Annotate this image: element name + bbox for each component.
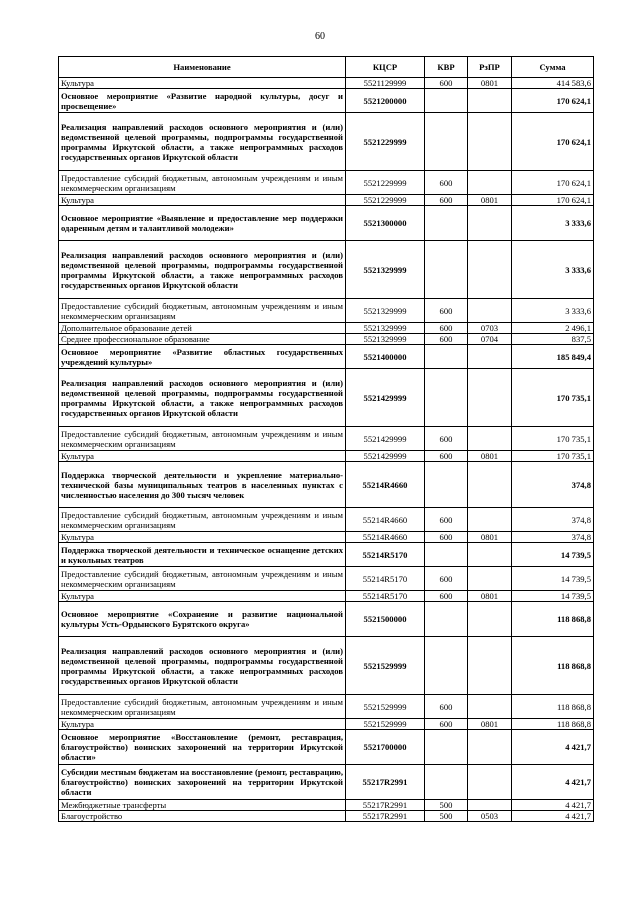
table-row <box>59 602 594 637</box>
cell-sum: 4 421,7 <box>512 730 594 765</box>
cell-kvr <box>425 543 468 567</box>
cell-name: Реализация направлений расходов основного мероприятия и (или) ведомственной целевой программы, подпрограммы государственной программы Иркутской области, а также непрограммных расходов государственных органов Иркутской области <box>59 113 346 171</box>
cell-rzpr: 0801 <box>468 532 512 543</box>
cell-sum: 374,8 <box>512 508 594 532</box>
cell-kvr <box>425 206 468 241</box>
table-row <box>59 241 594 299</box>
cell-rzpr <box>468 241 512 299</box>
cell-kcsr: 5521529999 <box>346 695 425 719</box>
cell-rzpr <box>468 89 512 113</box>
cell-rzpr <box>468 369 512 427</box>
cell-rzpr: 0703 <box>468 323 512 334</box>
table-row <box>59 637 594 695</box>
page-number: 60 <box>315 31 325 42</box>
cell-name: Предоставление субсидий бюджетным, автономным учреждениям и иным некоммерческим организациям <box>59 695 346 719</box>
cell-rzpr: 0801 <box>468 78 512 89</box>
cell-name: Поддержка творческой деятельности и укрепление материально-технической базы муниципальных театров в населенных пунктах с численностью населения до 300 тысяч человек <box>59 462 346 508</box>
cell-kvr: 600 <box>425 299 468 323</box>
cell-kvr <box>425 462 468 508</box>
column-header-sum: Сумма <box>512 57 594 78</box>
cell-name: Культура <box>59 591 346 602</box>
cell-name: Основное мероприятие «Сохранение и развитие национальной культуры Усть-Ордынского Бурятского округа» <box>59 602 346 637</box>
cell-kcsr: 5521200000 <box>346 89 425 113</box>
cell-name: Поддержка творческой деятельности и техническое оснащение детских и кукольных театров <box>59 543 346 567</box>
table-row <box>59 811 594 822</box>
table-row <box>59 345 594 369</box>
cell-kcsr: 55217R2991 <box>346 765 425 800</box>
cell-rzpr <box>468 730 512 765</box>
cell-kcsr: 5521329999 <box>346 241 425 299</box>
cell-sum: 170 624,1 <box>512 89 594 113</box>
cell-name: Межбюджетные трансферты <box>59 800 346 811</box>
cell-rzpr <box>468 113 512 171</box>
cell-name: Культура <box>59 78 346 89</box>
cell-sum: 185 849,4 <box>512 345 594 369</box>
cell-rzpr: 0503 <box>468 811 512 822</box>
cell-sum: 4 421,7 <box>512 811 594 822</box>
cell-kcsr: 5521229999 <box>346 195 425 206</box>
cell-sum: 118 868,8 <box>512 719 594 730</box>
cell-rzpr: 0801 <box>468 719 512 730</box>
cell-kvr: 600 <box>425 451 468 462</box>
cell-name: Культура <box>59 195 346 206</box>
cell-rzpr <box>468 345 512 369</box>
cell-kvr <box>425 730 468 765</box>
budget-table <box>58 56 594 822</box>
cell-kcsr: 55214R5170 <box>346 543 425 567</box>
cell-kvr <box>425 113 468 171</box>
cell-sum: 2 496,1 <box>512 323 594 334</box>
cell-rzpr: 0801 <box>468 451 512 462</box>
cell-name: Культура <box>59 532 346 543</box>
cell-kvr <box>425 241 468 299</box>
table-row <box>59 543 594 567</box>
table-row <box>59 567 594 591</box>
table-row <box>59 508 594 532</box>
cell-name: Реализация направлений расходов основного мероприятия и (или) ведомственной целевой программы, подпрограммы государственной программы Иркутской области, а также непрограммных расходов государственных органов Иркутской области <box>59 369 346 427</box>
cell-kcsr: 5521529999 <box>346 637 425 695</box>
cell-kvr <box>425 345 468 369</box>
cell-kcsr: 55214R4660 <box>346 508 425 532</box>
table-row <box>59 800 594 811</box>
cell-kcsr: 5521329999 <box>346 334 425 345</box>
cell-kcsr: 5521500000 <box>346 602 425 637</box>
cell-name: Субсидии местным бюджетам на восстановление (ремонт, реставрацию, благоустройство) воинских захоронений на территории Иркутской области <box>59 765 346 800</box>
cell-kcsr: 5521529999 <box>346 719 425 730</box>
cell-sum: 4 421,7 <box>512 800 594 811</box>
cell-rzpr <box>468 299 512 323</box>
cell-kvr <box>425 602 468 637</box>
cell-kcsr: 55214R5170 <box>346 591 425 602</box>
cell-kcsr: 5521400000 <box>346 345 425 369</box>
table-row <box>59 113 594 171</box>
cell-sum: 170 624,1 <box>512 195 594 206</box>
cell-name: Предоставление субсидий бюджетным, автономным учреждениям и иным некоммерческим организациям <box>59 299 346 323</box>
cell-sum: 14 739,5 <box>512 591 594 602</box>
cell-rzpr <box>468 567 512 591</box>
cell-rzpr <box>468 637 512 695</box>
cell-kcsr: 5521429999 <box>346 427 425 451</box>
cell-kcsr: 5521229999 <box>346 171 425 195</box>
table-row <box>59 171 594 195</box>
table-row <box>59 334 594 345</box>
cell-kvr: 600 <box>425 532 468 543</box>
cell-sum: 374,8 <box>512 532 594 543</box>
cell-kvr: 500 <box>425 811 468 822</box>
cell-rzpr <box>468 206 512 241</box>
cell-rzpr <box>468 171 512 195</box>
cell-kvr: 600 <box>425 78 468 89</box>
cell-sum: 374,8 <box>512 462 594 508</box>
cell-kvr: 600 <box>425 719 468 730</box>
table-row <box>59 323 594 334</box>
cell-sum: 837,5 <box>512 334 594 345</box>
cell-kcsr: 55214R4660 <box>346 462 425 508</box>
cell-kvr: 500 <box>425 800 468 811</box>
cell-kvr <box>425 765 468 800</box>
table-row <box>59 369 594 427</box>
table-row <box>59 532 594 543</box>
column-header-kcsr: КЦСР <box>346 57 425 78</box>
cell-name: Культура <box>59 451 346 462</box>
cell-sum: 170 735,1 <box>512 427 594 451</box>
cell-rzpr <box>468 695 512 719</box>
cell-rzpr: 0704 <box>468 334 512 345</box>
cell-kcsr: 5521329999 <box>346 323 425 334</box>
cell-kcsr: 5521300000 <box>346 206 425 241</box>
cell-kvr: 600 <box>425 334 468 345</box>
cell-kcsr: 55214R4660 <box>346 532 425 543</box>
cell-kvr: 600 <box>425 323 468 334</box>
cell-rzpr <box>468 765 512 800</box>
cell-name: Основное мероприятие «Выявление и предоставление мер поддержки одаренным детям и талантливой молодежи» <box>59 206 346 241</box>
cell-kcsr: 5521429999 <box>346 369 425 427</box>
cell-name: Реализация направлений расходов основного мероприятия и (или) ведомственной целевой программы, подпрограммы государственной программы Иркутской области, а также непрограммных расходов государственных органов Иркутской области <box>59 637 346 695</box>
cell-sum: 3 333,6 <box>512 299 594 323</box>
cell-rzpr <box>468 427 512 451</box>
cell-kvr: 600 <box>425 695 468 719</box>
cell-name: Благоустройство <box>59 811 346 822</box>
cell-name: Основное мероприятие «Развитие народной культуры, досуг и просвещение» <box>59 89 346 113</box>
cell-kvr: 600 <box>425 591 468 602</box>
cell-kvr: 600 <box>425 427 468 451</box>
cell-rzpr <box>468 800 512 811</box>
cell-kcsr: 55217R2991 <box>346 800 425 811</box>
cell-kcsr: 5521329999 <box>346 299 425 323</box>
cell-kcsr: 5521129999 <box>346 78 425 89</box>
table-row <box>59 427 594 451</box>
cell-kcsr: 55217R2991 <box>346 811 425 822</box>
cell-sum: 3 333,6 <box>512 206 594 241</box>
cell-sum: 170 624,1 <box>512 171 594 195</box>
table-row <box>59 451 594 462</box>
cell-name: Среднее профессиональное образование <box>59 334 346 345</box>
table-row <box>59 89 594 113</box>
cell-name: Предоставление субсидий бюджетным, автономным учреждениям и иным некоммерческим организациям <box>59 508 346 532</box>
cell-kvr <box>425 637 468 695</box>
table-row <box>59 78 594 89</box>
table-row <box>59 695 594 719</box>
cell-sum: 118 868,8 <box>512 637 594 695</box>
cell-rzpr <box>468 462 512 508</box>
cell-sum: 414 583,6 <box>512 78 594 89</box>
column-header-rzpr: РзПР <box>468 57 512 78</box>
cell-kvr: 600 <box>425 508 468 532</box>
cell-kcsr: 55214R5170 <box>346 567 425 591</box>
cell-kvr: 600 <box>425 567 468 591</box>
cell-kcsr: 5521700000 <box>346 730 425 765</box>
cell-sum: 118 868,8 <box>512 602 594 637</box>
cell-rzpr: 0801 <box>468 591 512 602</box>
cell-name: Основное мероприятие «Восстановление (ремонт, реставрация, благоустройство) воинских захоронений на территории Иркутской области» <box>59 730 346 765</box>
table-row <box>59 765 594 800</box>
table-row <box>59 299 594 323</box>
table-row <box>59 206 594 241</box>
cell-sum: 3 333,6 <box>512 241 594 299</box>
cell-name: Основное мероприятие «Развитие областных государственных учреждений культуры» <box>59 345 346 369</box>
header-row <box>59 57 594 78</box>
table-row <box>59 195 594 206</box>
column-header-name: Наименование <box>59 57 346 78</box>
table-row <box>59 730 594 765</box>
cell-kcsr: 5521229999 <box>346 113 425 171</box>
cell-name: Предоставление субсидий бюджетным, автономным учреждениям и иным некоммерческим организациям <box>59 427 346 451</box>
cell-sum: 14 739,5 <box>512 567 594 591</box>
cell-kvr: 600 <box>425 195 468 206</box>
cell-sum: 170 624,1 <box>512 113 594 171</box>
cell-rzpr <box>468 508 512 532</box>
cell-name: Дополнительное образование детей <box>59 323 346 334</box>
cell-sum: 14 739,5 <box>512 543 594 567</box>
cell-kvr <box>425 89 468 113</box>
table-row <box>59 462 594 508</box>
cell-sum: 170 735,1 <box>512 369 594 427</box>
cell-name: Предоставление субсидий бюджетным, автономным учреждениям и иным некоммерческим организациям <box>59 171 346 195</box>
cell-kcsr: 5521429999 <box>346 451 425 462</box>
cell-name: Культура <box>59 719 346 730</box>
column-header-kvr: КВР <box>425 57 468 78</box>
cell-sum: 118 868,8 <box>512 695 594 719</box>
cell-name: Реализация направлений расходов основного мероприятия и (или) ведомственной целевой программы, подпрограммы государственной программы Иркутской области, а также непрограммных расходов государственных органов Иркутской области <box>59 241 346 299</box>
cell-name: Предоставление субсидий бюджетным, автономным учреждениям и иным некоммерческим организациям <box>59 567 346 591</box>
table-row <box>59 591 594 602</box>
cell-kvr: 600 <box>425 171 468 195</box>
cell-kvr <box>425 369 468 427</box>
cell-rzpr: 0801 <box>468 195 512 206</box>
cell-rzpr <box>468 543 512 567</box>
cell-sum: 170 735,1 <box>512 451 594 462</box>
cell-rzpr <box>468 602 512 637</box>
cell-sum: 4 421,7 <box>512 765 594 800</box>
table-row <box>59 719 594 730</box>
